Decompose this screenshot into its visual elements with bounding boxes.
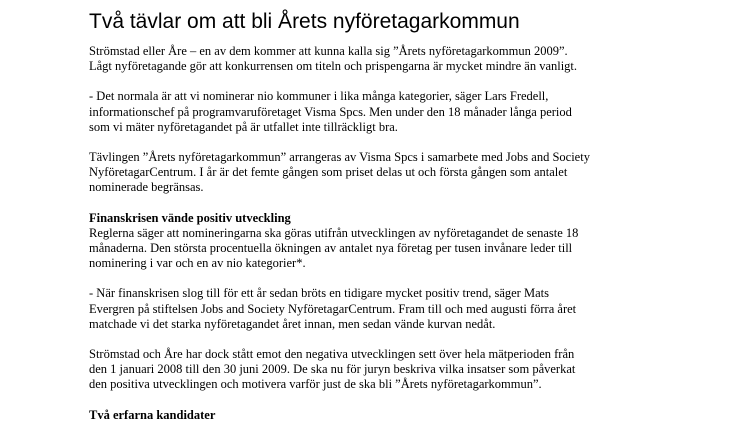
text-line: NyföretagarCentrum. I år är det femte gången som priset delas ut och första gången som antalet bbox=[89, 165, 568, 180]
text-line: som vi mäter nyföretagandet på är utfallet inte tillräckligt bra. bbox=[89, 119, 398, 134]
text-line: matchade vi det starka nyföretagandet året innan, men sedan vände kurvan nedåt. bbox=[89, 316, 496, 331]
paragraph-competition bbox=[89, 150, 689, 196]
section-finanskrisen bbox=[89, 211, 689, 272]
paragraph-rules bbox=[89, 226, 689, 272]
text-line: - Det normala är att vi nominerar nio kommuner i lika många kategorier, säger Lars Fredell, bbox=[89, 89, 549, 104]
page-title: Två tävlar om att bli Årets nyföretagarkommun bbox=[89, 10, 520, 33]
text-line: Strömstad eller Åre – en av dem kommer att kunna kalla sig ”Årets nyföretagarkommun 2009”. bbox=[89, 44, 568, 58]
paragraph-intro bbox=[89, 44, 689, 74]
text-line: Strömstad och Åre har dock stått emot den negativa utvecklingen sett över hela mätperioden från bbox=[89, 347, 575, 362]
section-heading: Finanskrisen vände positiv utveckling bbox=[89, 210, 291, 225]
paragraph-candidates-intro bbox=[89, 347, 689, 393]
text-line: Tävlingen ”Årets nyföretagarkommun” arrangeras av Visma Spcs i samarbete med Jobs and Society bbox=[89, 150, 590, 165]
text-line: - När finanskrisen slog till för ett år sedan bröts en tidigare mycket positiv trend, säger Mats bbox=[89, 286, 549, 301]
text-line: den 1 januari 2008 till den 30 juni 2009. De ska nu för juryn beskriva vilka insatser som påverkat bbox=[89, 362, 576, 377]
text-line: Lågt nyföretagande gör att konkurrensen om titeln och prispengarna är mycket mindre än vanligt. bbox=[89, 59, 578, 74]
text-line: nominering i var och en av nio kategorier*. bbox=[89, 256, 306, 271]
text-line: månaderna. Den största procentuella ökningen av antalet nya företag per tusen invånare leder till bbox=[89, 241, 573, 256]
text-line: Evergren på stiftelsen Jobs and Society NyföretagarCentrum. Fram till och med augusti förra året bbox=[89, 301, 577, 316]
document-page bbox=[89, 10, 689, 423]
paragraph-quote-fredell bbox=[89, 89, 689, 135]
section-heading: Två erfarna kandidater bbox=[89, 407, 216, 422]
text-line: nominerade begränsas. bbox=[89, 180, 204, 195]
text-line: den positiva utvecklingen och motivera varför just de ska bli ”Årets nyföretagarkommun”. bbox=[89, 377, 542, 392]
paragraph-quote-evergren bbox=[89, 286, 689, 332]
text-line: informationschef på programvaruföretaget Visma Spcs. Men under den 18 månader långa period bbox=[89, 104, 572, 119]
text-line: Reglerna säger att nomineringarna ska göras utifrån utvecklingen av nyföretagandet de senaste 18 bbox=[89, 225, 579, 240]
